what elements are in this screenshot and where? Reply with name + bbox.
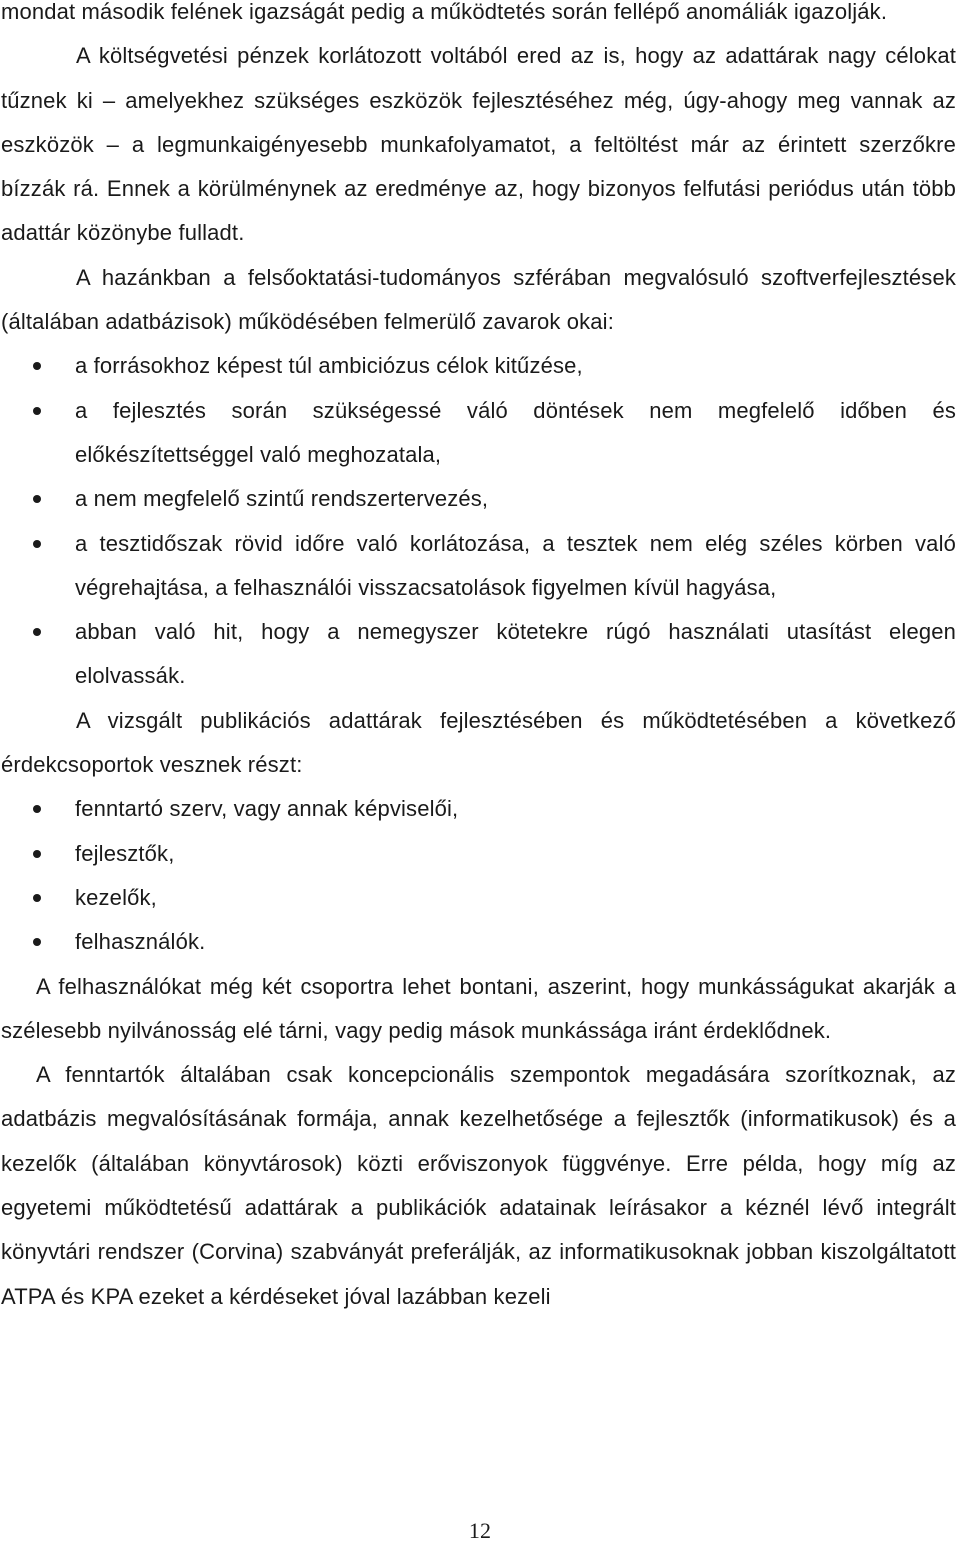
list-item: a fejlesztés során szükségessé váló döntések nem megfelelő időben és előkészítettséggel való meghozatala, <box>1 389 956 478</box>
bullet-icon <box>33 805 41 813</box>
list-item: kezelők, <box>1 876 956 920</box>
bullet-icon <box>33 495 41 503</box>
bullet-icon <box>33 850 41 858</box>
paragraph-stakeholders-intro: A vizsgált publikációs adattárak fejlesztésében és működtetésében a következő érdekcsoportok vesznek részt: <box>1 707 956 778</box>
list-item: a tesztidőszak rövid időre való korlátozása, a tesztek nem elég széles körben való végrehajtása, a felhasználói visszacsatolások figyelmen kívül hagyása, <box>1 522 956 611</box>
paragraph-budget: A költségvetési pénzek korlátozott voltából ered az is, hogy az adattárak nagy célokat tűznek ki – amelyekhez szükséges eszközök fejlesztéséhez még, úgy-ahogy meg vannak az eszközök – a legmunkaigényesebb munkafolyamatot, a feltöltést már az érintett szerzőkre bízzák rá. Ennek a körülménynek az eredménye az, hogy bizonyos felfutási periódus után több adattár közönybe fulladt. <box>1 43 956 246</box>
bullet-icon <box>33 894 41 902</box>
paragraph-maintainers: A fenntartók általában csak koncepcionális szempontok megadására szorítkoznak, az adatbázis megvalósításának formája, annak kezelhetősége a fejlesztők (informatikusok) és a kezelők (általában könyvtárosok) közti erőviszonyok függvénye. Erre példa, hogy míg az egyetemi működtetésű adattárak a publikációk adatainak leírásakor a kéznél lévő integrált könyvtári rendszer (Corvina) szabványát preferálják, az informatikusoknak jobban kiszolgáltatott ATPA és KPA ezeket a kérdéseket jóval lazábban kezeli <box>1 1062 956 1309</box>
list-item: fejlesztők, <box>1 832 956 876</box>
page-number: 12 <box>468 1518 492 1543</box>
causes-list <box>1 344 956 698</box>
list-item: felhasználók. <box>1 920 956 964</box>
list-item: a forrásokhoz képest túl ambiciózus célok kitűzése, <box>1 344 956 388</box>
list-item: abban való hit, hogy a nemegyszer kötetekre rúgó használati utasítást elegen elolvassák. <box>1 610 956 699</box>
list-item: a nem megfelelő szintű rendszertervezés, <box>1 477 956 521</box>
bullet-icon <box>33 628 41 636</box>
bullet-icon <box>33 407 41 415</box>
paragraph-users: A felhasználókat még két csoportra lehet bontani, aszerint, hogy munkásságukat akarják a szélesebb nyilvánosság elé tárni, vagy pedig mások munkássága iránt érdeklődnek. <box>1 973 956 1043</box>
bullet-icon <box>33 362 41 370</box>
stakeholders-list <box>1 787 956 964</box>
bullet-icon <box>33 540 41 548</box>
paragraph-causes-intro: A hazánkban a felsőoktatási-tudományos szférában megvalósuló szoftverfejlesztések (általában adatbázisok) működésében felmerülő zavarok okai: <box>1 264 956 335</box>
bullet-icon <box>33 938 41 946</box>
page-body <box>1 0 956 1319</box>
list-item: fenntartó szerv, vagy annak képviselői, <box>1 787 956 831</box>
paragraph-continuation: mondat második felének igazságát pedig a működtetés során fellépő anomáliák igazolják. <box>1 0 888 24</box>
